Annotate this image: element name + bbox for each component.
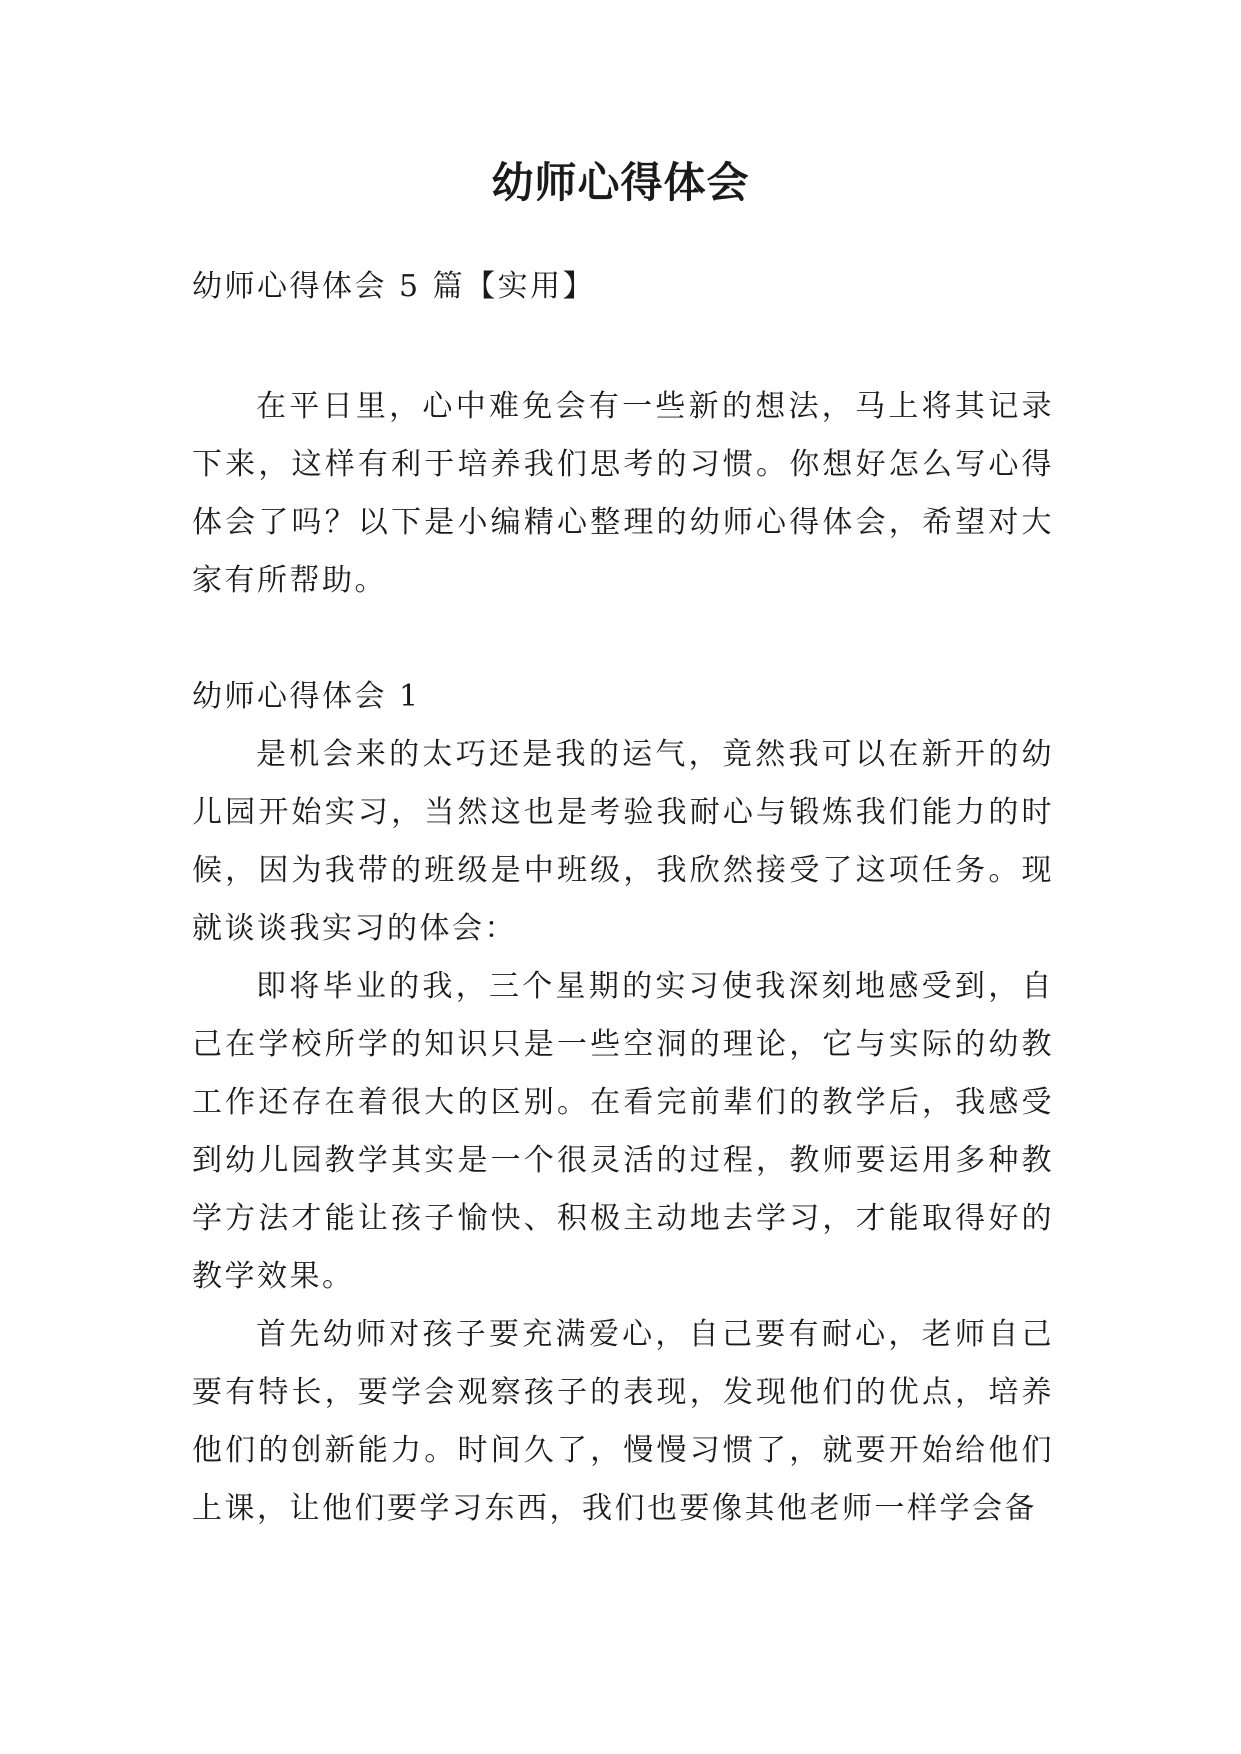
document-subtitle: 幼师心得体会 5 篇【实用】 bbox=[192, 269, 596, 304]
body-paragraph: 是机会来的太巧还是我的运气，竟然我可以在新开的幼儿园开始实习，当然这也是考验我耐心与锻炼我们能力的时候，因为我带的班级是中班级，我欣然接受了这项任务。现就谈谈我实习的体会： bbox=[192, 737, 1054, 946]
section-heading: 幼师心得体会 1 bbox=[192, 679, 421, 714]
document-title: 幼师心得体会 bbox=[491, 158, 750, 207]
spacer bbox=[192, 610, 1054, 668]
document-body bbox=[192, 258, 1054, 1538]
body-paragraph: 首先幼师对孩子要充满爱心，自己要有耐心，老师自己要有特长，要学会观察孩子的表现，发现他们的优点，培养他们的创新能力。时间久了，慢慢习惯了，就要开始给他们上课，让他们要学习东西，我们也要像其他老师一样学会备 bbox=[192, 1317, 1054, 1526]
intro-paragraph: 在平日里，心中难免会有一些新的想法，马上将其记录下来，这样有利于培养我们思考的习惯。你想好怎么写心得体会了吗？以下是小编精心整理的幼师心得体会，希望对大家有所帮助。 bbox=[192, 389, 1054, 598]
spacer bbox=[192, 316, 1054, 378]
body-paragraph: 即将毕业的我，三个星期的实习使我深刻地感受到，自己在学校所学的知识只是一些空洞的理论，它与实际的幼教工作还存在着很大的区别。在看完前辈们的教学后，我感受到幼儿园教学其实是一个很灵活的过程，教师要运用多种教学方法才能让孩子愉快、积极主动地去学习，才能取得好的教学效果。 bbox=[192, 969, 1054, 1294]
